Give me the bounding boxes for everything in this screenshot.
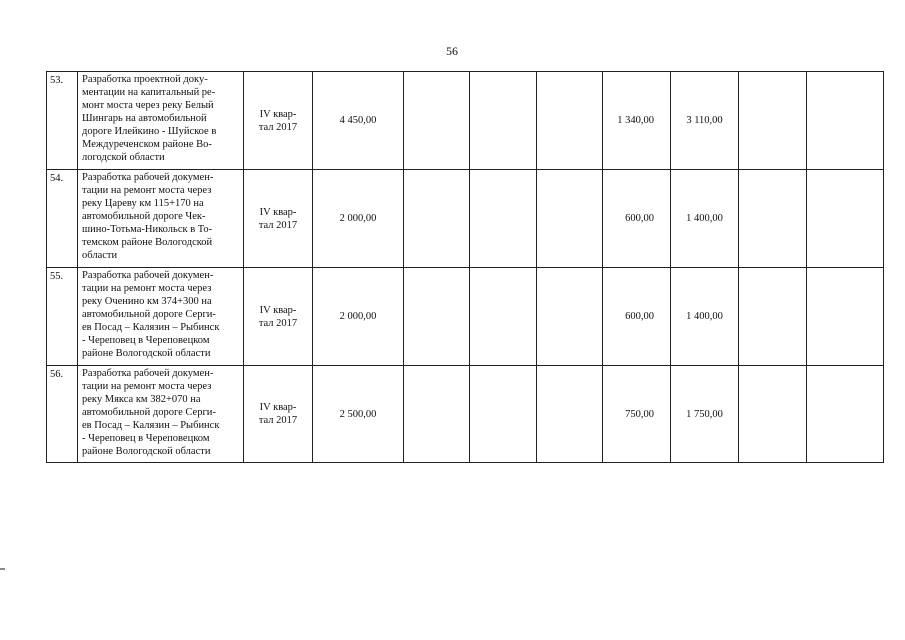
work-description: Разработка рабочей докумен- тации на ремонт моста через реку Цареву км 115+170 на автомобильной дороге Чек- шино-Тотьма-Никольск в То- темском районе Вологодской области bbox=[78, 170, 244, 268]
row-number: 54. bbox=[47, 170, 78, 268]
amount-col-b: 1 400,00 bbox=[671, 170, 739, 268]
empty-cell bbox=[470, 268, 537, 366]
empty-cell bbox=[404, 170, 470, 268]
row-number: 55. bbox=[47, 268, 78, 366]
empty-cell bbox=[537, 72, 603, 170]
table-row bbox=[47, 170, 884, 268]
table-row bbox=[47, 268, 884, 366]
empty-cell bbox=[739, 268, 807, 366]
empty-cell bbox=[807, 366, 884, 463]
amount-col-a: 1 340,00 bbox=[603, 72, 671, 170]
empty-cell bbox=[470, 366, 537, 463]
empty-cell bbox=[470, 170, 537, 268]
total-amount: 2 000,00 bbox=[313, 268, 404, 366]
term-cell: IV квар- тал 2017 bbox=[244, 72, 313, 170]
total-amount: 4 450,00 bbox=[313, 72, 404, 170]
empty-cell bbox=[739, 366, 807, 463]
empty-cell bbox=[807, 72, 884, 170]
work-description: Разработка рабочей докумен- тации на ремонт моста через реку Оченино км 374+300 на автомобильной дороге Серги- ев Посад – Калязин – Рыбинск - Череповец в Череповецком районе Вологодской области bbox=[78, 268, 244, 366]
amount-col-b: 1 400,00 bbox=[671, 268, 739, 366]
empty-cell bbox=[537, 268, 603, 366]
empty-cell bbox=[537, 366, 603, 463]
total-amount: 2 000,00 bbox=[313, 170, 404, 268]
empty-cell bbox=[404, 268, 470, 366]
document-table bbox=[46, 71, 884, 463]
table-row bbox=[47, 366, 884, 463]
term-cell: IV квар- тал 2017 bbox=[244, 366, 313, 463]
page-number: 56 bbox=[446, 44, 458, 58]
amount-col-a: 600,00 bbox=[603, 170, 671, 268]
work-description: Разработка проектной доку- ментации на капитальный ре- монт моста через реку Белый Шингарь на автомобильной дороге Илейкино - Шуйское в Междуреченском районе Во- логодской области bbox=[78, 72, 244, 170]
term-cell: IV квар- тал 2017 bbox=[244, 268, 313, 366]
empty-cell bbox=[739, 170, 807, 268]
row-number: 56. bbox=[47, 366, 78, 463]
empty-cell bbox=[807, 170, 884, 268]
empty-cell bbox=[807, 268, 884, 366]
empty-cell bbox=[470, 72, 537, 170]
scan-mark bbox=[0, 568, 5, 570]
row-number: 53. bbox=[47, 72, 78, 170]
empty-cell bbox=[537, 170, 603, 268]
amount-col-a: 600,00 bbox=[603, 268, 671, 366]
empty-cell bbox=[404, 72, 470, 170]
amount-col-b: 1 750,00 bbox=[671, 366, 739, 463]
term-cell: IV квар- тал 2017 bbox=[244, 170, 313, 268]
work-description: Разработка рабочей докумен- тации на ремонт моста через реку Мякса км 382+070 на автомобильной дороге Серги- ев Посад – Калязин – Рыбинск - Череповец в Череповецком районе Вологодской области bbox=[78, 366, 244, 463]
amount-col-b: 3 110,00 bbox=[671, 72, 739, 170]
empty-cell bbox=[739, 72, 807, 170]
total-amount: 2 500,00 bbox=[313, 366, 404, 463]
table-row bbox=[47, 72, 884, 170]
empty-cell bbox=[404, 366, 470, 463]
amount-col-a: 750,00 bbox=[603, 366, 671, 463]
